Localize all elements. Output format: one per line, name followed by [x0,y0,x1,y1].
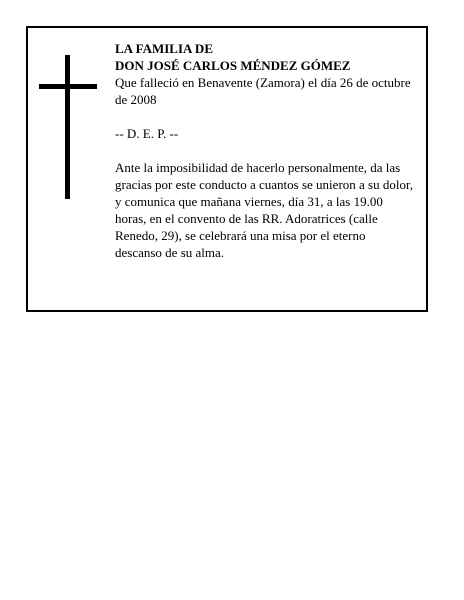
obituary-notice [26,26,428,312]
heading-family: LA FAMILIA DE [115,41,213,56]
rest-in-peace: -- D. E. P. -- [115,126,179,141]
death-info: Que falleció en Benavente (Zamora) el día 26 de octubre de 2008 [115,75,411,107]
cross-vertical-bar [65,55,70,199]
heading-deceased-name: DON JOSÉ CARLOS MÉNDEZ GÓMEZ [115,58,351,73]
cross-horizontal-bar [39,84,97,89]
notice-message: Ante la imposibilidad de hacerlo personalmente, da las gracias por este conducto a cuantos se unieron a su dolor, y comunica que mañana viernes, día 31, a las 19.00 horas, en el convento de las RR. Adoratrices (calle Renedo, 29), se celebrará una misa por el eterno descanso de su alma. [115,160,414,260]
notice-text [115,40,415,261]
cross-icon [39,55,99,199]
